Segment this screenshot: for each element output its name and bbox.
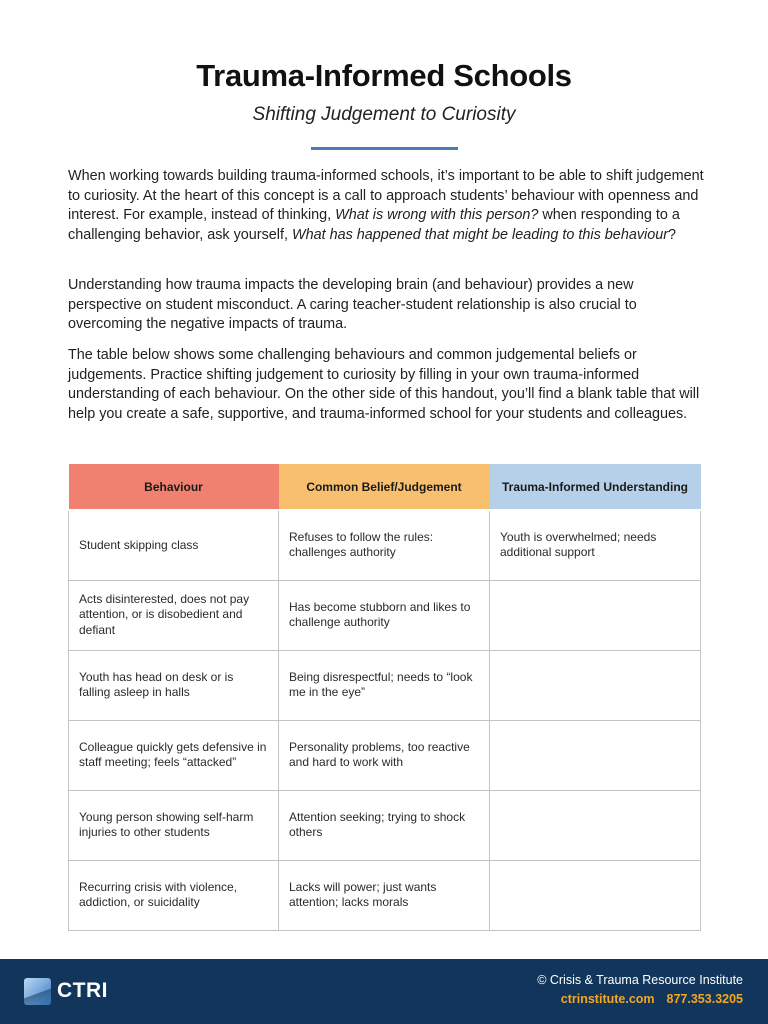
behaviour-cell: Colleague quickly gets defensive in staff meeting; feels “attacked”	[69, 720, 279, 790]
table-row	[69, 860, 701, 930]
page-title: Trauma-Informed Schools	[196, 58, 572, 93]
table-row	[69, 790, 701, 860]
belief-cell: Being disrespectful; needs to “look me in the eye”	[279, 650, 490, 720]
text-segment: when responding to a challenging behavior, ask yourself,	[68, 207, 680, 243]
column-header-understanding: Trauma-Informed Understanding	[490, 464, 701, 510]
italic-phrase: What has happened that might be leading to this behaviour	[292, 226, 669, 243]
belief-cell: Personality problems, too reactive and hard to work with	[279, 720, 490, 790]
column-header-belief: Common Belief/Judgement	[279, 464, 490, 510]
title-divider	[311, 147, 458, 150]
table-row	[69, 510, 701, 580]
belief-cell: Refuses to follow the rules: challenges authority	[279, 510, 490, 580]
page-subtitle: Shifting Judgement to Curiosity	[252, 104, 516, 125]
understanding-cell[interactable]	[490, 790, 701, 860]
belief-cell: Attention seeking; trying to shock others	[279, 790, 490, 860]
table-row	[69, 650, 701, 720]
understanding-cell[interactable]: Youth is overwhelmed; needs additional support	[490, 510, 701, 580]
table-header-row	[69, 464, 701, 510]
ctri-logo-icon	[24, 978, 51, 1005]
understanding-cell[interactable]	[490, 650, 701, 720]
intro-paragraph-2: Understanding how trauma impacts the developing brain (and behaviour) provides a new perspective on student misconduct. A caring teacher-student relationship is also crucial to overcoming the negative impacts of trauma.	[68, 277, 637, 332]
column-header-behaviour: Behaviour	[69, 464, 279, 510]
understanding-cell[interactable]	[490, 860, 701, 930]
behaviour-cell: Young person showing self-harm injuries to other students	[69, 790, 279, 860]
phone-number[interactable]: 877.353.3205	[666, 992, 743, 1006]
behaviour-cell: Student skipping class	[69, 510, 279, 580]
text-segment: When working towards building trauma-informed schools, it’s important to be able to shift judgement to curiosity. At the heart of this concept is a call to approach students’ behaviour with openness and interest. For example, instead of thinking,	[68, 168, 704, 223]
behaviour-table	[68, 464, 701, 931]
table-row	[69, 720, 701, 790]
contact-line	[561, 992, 743, 1006]
footer-bar	[0, 959, 768, 1024]
website-link[interactable]: ctrinstitute.com	[560, 992, 655, 1006]
behaviour-cell: Recurring crisis with violence, addiction, or suicidality	[69, 860, 279, 930]
italic-phrase: What is wrong with this person?	[335, 207, 539, 223]
table-row	[69, 580, 701, 650]
belief-cell: Has become stubborn and likes to challenge authority	[279, 580, 490, 650]
belief-cell: Lacks will power; just wants attention; lacks morals	[279, 860, 490, 930]
behaviour-cell: Youth has head on desk or is falling asleep in halls	[69, 650, 279, 720]
behaviour-cell: Acts disinterested, does not pay attention, or is disobedient and defiant	[69, 580, 279, 650]
intro-paragraph-1	[68, 167, 704, 245]
logo-wordmark: CTRI	[57, 979, 108, 1002]
text-segment: ?	[668, 226, 677, 243]
intro-paragraph-3: The table below shows some challenging behaviours and common judgemental beliefs or judgements. Practice shifting judgement to curiosity by filling in your own trauma-informed understanding of each behaviour. On the other side of this handout, you’ll find a blank table that will help you create a safe, supportive, and trauma-informed school for your students and colleagues.	[68, 347, 700, 422]
understanding-cell[interactable]	[490, 720, 701, 790]
understanding-cell[interactable]	[490, 580, 701, 650]
copyright-text: © Crisis & Trauma Resource Institute	[537, 973, 743, 987]
